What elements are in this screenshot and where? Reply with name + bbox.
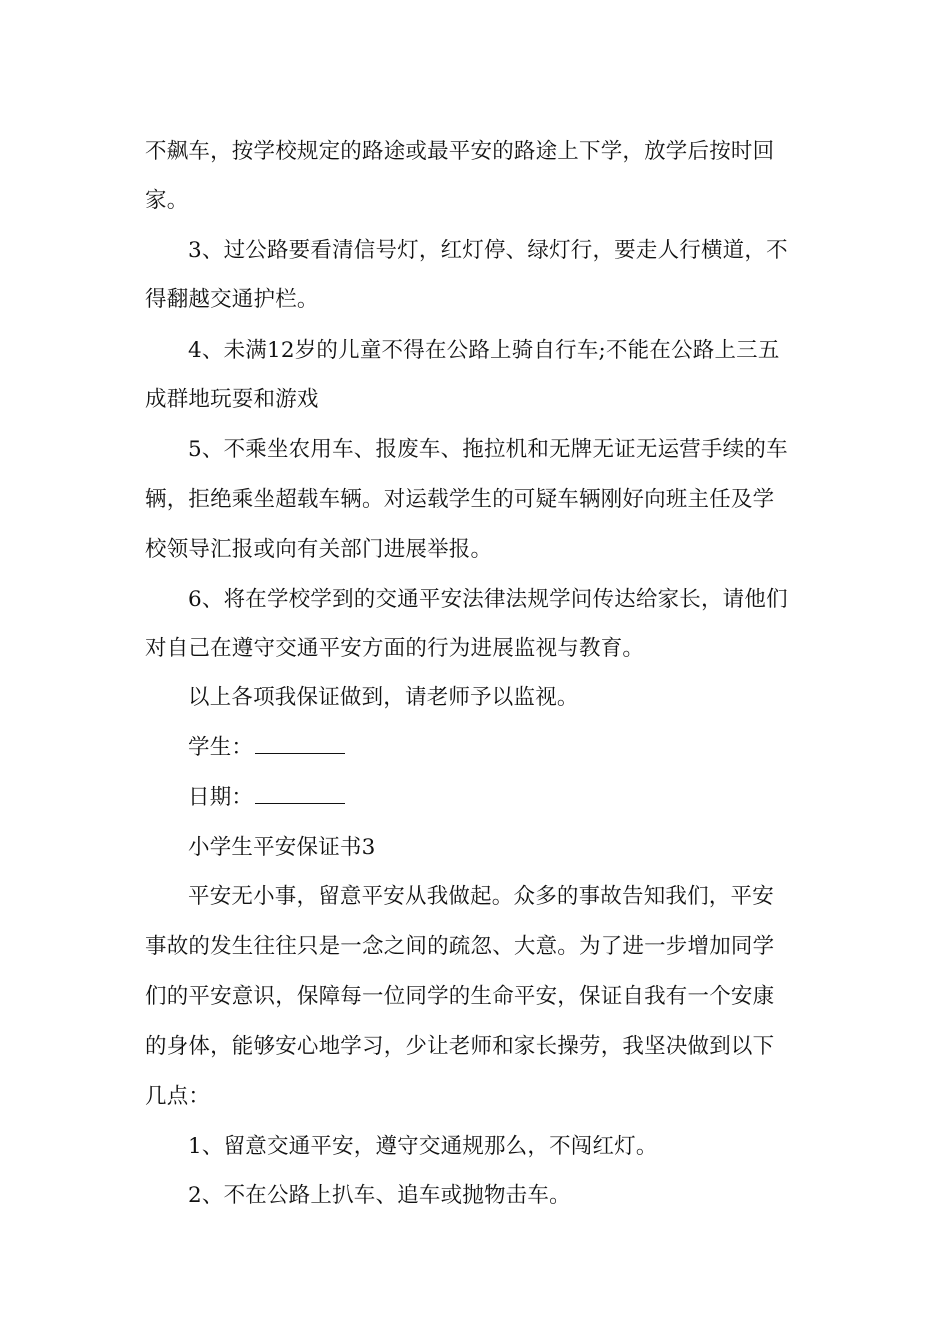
student-blank bbox=[255, 735, 345, 754]
paragraph-line: 几点： bbox=[145, 1084, 211, 1109]
paragraph-line: 不飙车，按学校规定的路途或最平安的路途上下学，放学后按时回 bbox=[145, 139, 775, 164]
paragraph-line: 的身体，能够安心地学习，少让老师和家长操劳，我坚决做到以下 bbox=[145, 1034, 775, 1059]
date-label: 日期： bbox=[188, 785, 254, 810]
paragraph-line: 4、未满12岁的儿童不得在公路上骑自行车;不能在公路上三五 bbox=[188, 338, 780, 363]
paragraph-line: 3、过公路要看清信号灯，红灯停、绿灯行，要走人行横道，不 bbox=[188, 238, 788, 263]
paragraph-line: 事故的发生往往只是一念之间的疏忽、大意。为了进一步增加同学 bbox=[145, 934, 775, 959]
student-label: 学生： bbox=[188, 735, 254, 760]
paragraph-line: 家。 bbox=[145, 188, 189, 213]
paragraph-line: 2、不在公路上扒车、追车或抛物击车。 bbox=[188, 1183, 571, 1208]
student-signature-line bbox=[188, 733, 858, 763]
paragraph-line: 6、将在学校学到的交通平安法律法规学问传达给家长，请他们 bbox=[188, 587, 788, 612]
paragraph-line: 们的平安意识，保障每一位同学的生命平安，保证自我有一个安康 bbox=[145, 984, 775, 1009]
paragraph-line: 对自己在遵守交通平安方面的行为进展监视与教育。 bbox=[145, 636, 645, 661]
paragraph-line: 以上各项我保证做到，请老师予以监视。 bbox=[188, 685, 579, 710]
section-title: 小学生平安保证书3 bbox=[188, 835, 376, 860]
paragraph-line: 1、留意交通平安，遵守交通规那么，不闯红灯。 bbox=[188, 1134, 658, 1159]
paragraph-line: 5、不乘坐农用车、报废车、拖拉机和无牌无证无运营手续的车 bbox=[188, 437, 788, 462]
date-signature-line bbox=[188, 783, 858, 813]
paragraph-line: 平安无小事，留意平安从我做起。众多的事故告知我们，平安 bbox=[188, 884, 774, 909]
paragraph-line: 校领导汇报或向有关部门进展举报。 bbox=[145, 537, 493, 562]
paragraph-line: 成群地玩耍和游戏 bbox=[145, 387, 319, 412]
paragraph-line: 辆，拒绝乘坐超载车辆。对运载学生的可疑车辆刚好向班主任及学 bbox=[145, 487, 775, 512]
paragraph-line: 得翻越交通护栏。 bbox=[145, 287, 319, 312]
date-blank bbox=[255, 785, 345, 804]
